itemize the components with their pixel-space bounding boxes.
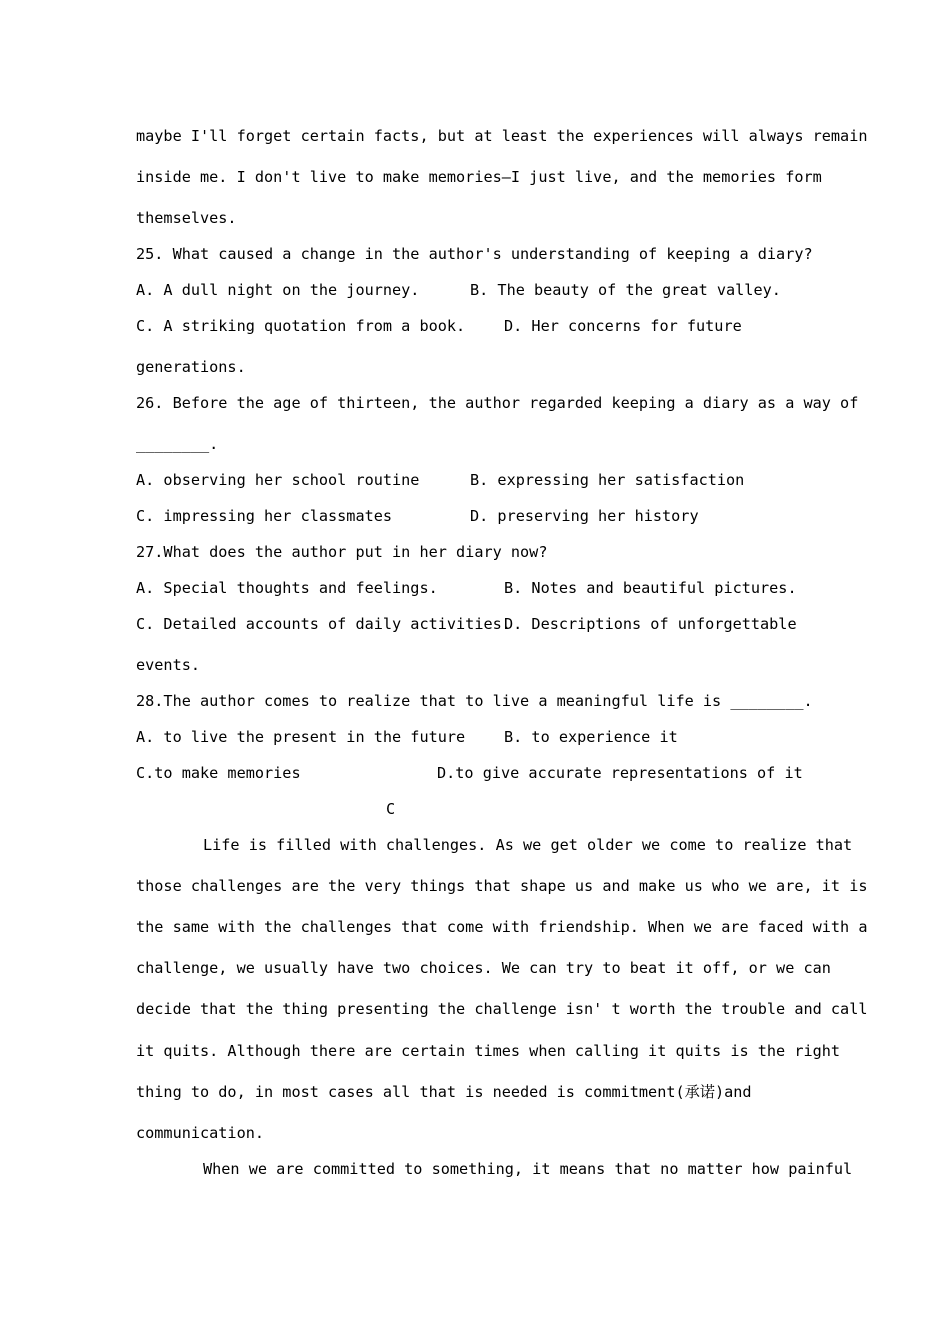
question-stem: 25. What caused a change in the author's understanding of keeping a diary? — [136, 245, 813, 263]
option-c: C. Detailed accounts of daily activities. — [136, 615, 511, 633]
passage-line: Life is filled with challenges. As we get older we come to realize that — [203, 836, 853, 854]
passage-line: themselves. — [136, 209, 237, 227]
option-d-continuation: events. — [136, 656, 201, 674]
option-d: D. Her concerns for future — [504, 317, 742, 335]
option-d: D.to give accurate representations of it — [437, 764, 803, 782]
option-c: C.to make memories — [136, 764, 301, 782]
passage-line: those challenges are the very things that shape us and make us who we are, it is — [136, 877, 868, 895]
passage-line: thing to do, in most cases all that is needed is commitment(承诺)and — [136, 1083, 752, 1101]
question-stem: 27.What does the author put in her diary now? — [136, 543, 548, 561]
question-stem: 26. Before the age of thirteen, the author regarded keeping a diary as a way of — [136, 394, 859, 412]
passage-line: When we are committed to something, it means that no matter how painful — [203, 1160, 853, 1178]
option-b: B. The beauty of the great valley. — [470, 281, 781, 299]
passage-label: C — [386, 800, 396, 818]
answer-blank: ________. — [136, 435, 219, 453]
option-c: C. A striking quotation from a book. — [136, 317, 466, 335]
option-d: D. preserving her history — [470, 507, 699, 525]
passage-line: the same with the challenges that come with friendship. When we are faced with a — [136, 918, 868, 936]
option-a: A. to live the present in the future — [136, 728, 466, 746]
question-stem: 28.The author comes to realize that to live a meaningful life is ________. — [136, 692, 813, 710]
passage-line: inside me. I don't live to make memories—I just live, and the memories form — [136, 168, 822, 186]
option-b: B. expressing her satisfaction — [470, 471, 745, 489]
passage-line: challenge, we usually have two choices. We can try to beat it off, or we can — [136, 959, 831, 977]
option-a: A. A dull night on the journey. — [136, 281, 420, 299]
passage-line: communication. — [136, 1124, 265, 1142]
option-c: C. impressing her classmates — [136, 507, 393, 525]
passage-line: decide that the thing presenting the challenge isn' t worth the trouble and call — [136, 1000, 868, 1018]
option-b: B. Notes and beautiful pictures. — [504, 579, 797, 597]
passage-line: maybe I'll forget certain facts, but at least the experiences will always remain — [136, 127, 868, 145]
option-a: A. observing her school routine — [136, 471, 420, 489]
passage-line: it quits. Although there are certain times when calling it quits is the right — [136, 1042, 841, 1060]
option-b: B. to experience it — [504, 728, 678, 746]
option-d: D. Descriptions of unforgettable — [504, 615, 797, 633]
option-a: A. Special thoughts and feelings. — [136, 579, 438, 597]
option-d-continuation: generations. — [136, 358, 246, 376]
